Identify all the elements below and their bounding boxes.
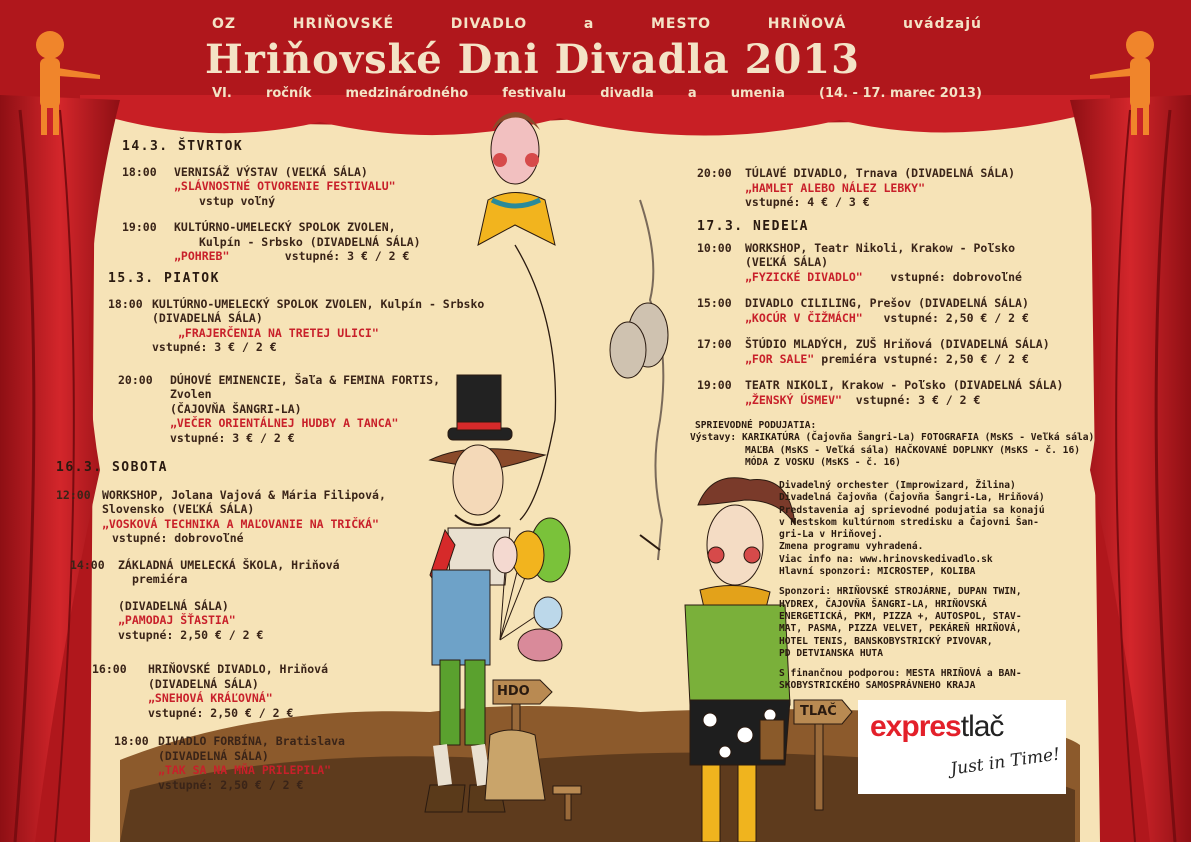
sponsors-line: HOTEL TENIS, BANSKOBYSTRICKÝ PIVOVAR, — [779, 635, 993, 647]
presenter-word: MESTO — [650, 16, 712, 32]
event-item — [697, 166, 1015, 210]
exhibitions-line: MÓDA Z VOSKU (MsKS - č. 16) — [745, 456, 901, 468]
event-item — [118, 373, 440, 446]
event-venue: KULTÚRNO-UMELECKÝ SPOLOK ZVOLEN, — [174, 220, 396, 234]
event-show-title: „SNEHOVÁ KRÁĽOVNÁ" — [148, 691, 273, 705]
day-heading: 16.3. SOBOTA — [56, 460, 168, 475]
event-venue: DIVADLO CILILING, Prešov (DIVADELNÁ SÁLA) — [745, 296, 1029, 310]
event-time: 14:00 — [70, 557, 105, 572]
event-venue: TEATR NIKOLI, Krakow - Poľsko (DIVADELNÁ SÁLA) — [745, 378, 1064, 392]
event-venue-detail: Kulpín - Srbsko (DIVADELNÁ SÁLA) — [199, 234, 421, 249]
info-line: Predstavenia aj sprievodné podujatia sa konajú — [779, 504, 1045, 516]
info-line: v Mestskom kultúrnom stredisku a Čajovni Šan- — [779, 516, 1039, 528]
event-premiere: premiéra — [132, 572, 188, 586]
sign-right-label: TLAČ — [800, 704, 837, 719]
event-fee: vstupné: 2,50 € / 2 € — [118, 627, 264, 642]
info-block — [779, 480, 1045, 693]
sponsors-line: MAT, PASMA, PIZZA VELVET, PEKÁREŇ HRIŇOVÁ, — [779, 623, 1022, 635]
event-fee: vstupné: 2,50 € / 2 € — [158, 777, 304, 792]
event-venue: VERNISÁŽ VÝSTAV (VEĽKÁ SÁLA) — [174, 164, 368, 179]
logo-wordmark — [870, 710, 1003, 744]
side-events — [690, 420, 1094, 469]
day-14-block — [122, 140, 421, 276]
logo-tagline: Just in Time! — [949, 744, 1062, 780]
presenter-word: HRIŇOVSKÉ — [292, 16, 395, 32]
subtitle-word: divadla — [600, 86, 654, 101]
funding-line: SKOBYSTRICKÉHO SAMOSPRÁVNEHO KRAJA — [779, 680, 976, 692]
event-venue-detail: (DIVADELNÁ SÁLA) — [152, 311, 263, 325]
sponsors-line: Sponzori: HRIŇOVSKÉ STROJÁRNE, DUPAN TWIN, — [779, 586, 1022, 598]
subtitle-word: ročník — [265, 86, 312, 101]
event-venue-detail: (ČAJOVŇA ŠANGRI-LA) — [170, 401, 302, 416]
website-link[interactable]: Viac info na: www.hrinovskedivadlo.sk — [779, 553, 993, 565]
side-events-title: SPRIEVODNÉ PODUJATIA: — [695, 420, 817, 431]
event-fee: vstupné: 3 € / 2 € — [152, 340, 277, 354]
event-time: 18:00 — [108, 296, 143, 311]
event-time: 18:00 — [122, 164, 157, 179]
event-venue: HRIŇOVSKÉ DIVADLO, Hriňová — [148, 662, 329, 676]
presenter-word: HRIŇOVÁ — [767, 16, 847, 32]
day-heading: 15.3. PIATOK — [108, 271, 220, 286]
event-show-title: „FRAJERČENIA NA TRETEJ ULICI" — [178, 325, 379, 340]
event-venue: ŠTÚDIO MLADÝCH, ZUŠ Hriňová (DIVADELNÁ SÁLA) — [745, 337, 1050, 351]
day-heading: 14.3. ŠTVRTOK — [122, 139, 244, 154]
event-venue-detail: (DIVADELNÁ SÁLA) — [148, 676, 259, 691]
event-fee: vstupné: 3 € / 2 € — [170, 430, 295, 445]
event-item — [56, 488, 386, 546]
event-fee: vstupné: 3 € / 2 € — [284, 249, 410, 263]
event-item — [697, 241, 1064, 285]
subtitle-dates: (14. - 17. marec 2013) — [819, 86, 982, 101]
event-show-title: „FYZICKÉ DIVADLO" — [745, 269, 863, 284]
event-venue: DÚHOVÉ EMINENCIE, Šaľa & FEMINA FORTIS, — [170, 372, 441, 387]
event-show-title: „PAMODAJ ŠŤASTIA" — [118, 613, 236, 627]
event-item — [697, 337, 1064, 366]
event-fee: vstupné: 2,50 € / 2 € — [883, 310, 1029, 325]
presenter-word: DIVADLO — [450, 16, 528, 32]
event-item — [697, 378, 1064, 407]
event-venue: WORKSHOP, Jolana Vajová & Mária Filipová, — [102, 487, 386, 502]
event-time: 15:00 — [697, 296, 732, 310]
event-time: 16:00 — [92, 662, 127, 676]
event-premiere: premiéra — [821, 351, 877, 366]
sponsors-line: HYDREX, ČAJOVŇA ŠANGRI-LA, HRIŇOVSKÁ — [779, 598, 987, 610]
event-venue: DIVADLO FORBÍNA, Bratislava — [158, 734, 345, 748]
event-time: 20:00 — [118, 372, 153, 387]
event-item — [108, 297, 490, 355]
event-time: 20:00 — [697, 166, 732, 180]
festival-subtitle — [212, 86, 982, 101]
subtitle-word: umenia — [730, 86, 785, 101]
event-fee: vstupné: 3 € / 2 € — [855, 392, 981, 407]
event-fee: vstup voľný — [199, 193, 276, 208]
event-fee: vstupné: 2,50 € / 2 € — [148, 705, 294, 720]
info-line: Divadelná čajovňa (Čajovňa Šangri-La, Hriňová) — [779, 492, 1045, 504]
event-time: 17:00 — [697, 337, 732, 351]
event-venue: TÚLAVÉ DIVADLO, Trnava (DIVADELNÁ SÁLA) — [745, 166, 1016, 180]
sponsors-line: ENERGETICKÁ, PKM, PIZZA +, AUTOSPOL, STAV- — [779, 610, 1022, 622]
event-venue-detail: (DIVADELNÁ SÁLA) — [118, 598, 229, 613]
event-venue-detail: Zvolen — [170, 387, 212, 401]
info-line: gri-La v Hriňovej. — [779, 529, 883, 541]
exhibitions-line: Výstavy: KARIKATÚRA (Čajovňa Šangri-La) FOTOGRAFIA (MsKS - Veľká sála) — [690, 432, 1095, 444]
day-heading: 17.3. NEDEĽA — [697, 219, 809, 234]
day-16-block — [56, 461, 386, 804]
event-show-title: „SLÁVNOSTNÉ OTVORENIE FESTIVALU" — [174, 179, 396, 193]
day-15-block — [108, 272, 490, 457]
sponsors-line: PD DETVIANSKA HUTA — [779, 647, 883, 659]
logo-expres: expres — [870, 710, 961, 743]
info-line: Divadelný orchester (Improwizard, Žilina) — [779, 480, 1016, 491]
event-show-title: „TAK SA NA MŇA PRILEPILA" — [158, 763, 332, 777]
exhibitions-line: MAĽBA (MsKS - Veľká sála) HAČKOVANÉ DOPLNKY (MsKS - č. 16) — [745, 444, 1081, 456]
presenter-word: uvádzajú — [903, 16, 982, 32]
event-item — [92, 662, 386, 720]
event-time: 19:00 — [697, 378, 732, 392]
event-time: 18:00 — [114, 734, 149, 748]
sign-left-label: HDO — [497, 684, 530, 699]
presenter-word: OZ — [212, 16, 237, 32]
exprestlac-logo — [858, 700, 1066, 794]
event-venue: WORKSHOP, Teatr Nikoli, Krakow - Poľsko — [745, 240, 1016, 255]
event-fee: vstupné: dobrovoľné — [890, 269, 1022, 284]
event-show-title: „VEČER ORIENTÁLNEJ HUDBY A TANCA" — [170, 416, 399, 430]
day-16-evening-block — [697, 166, 1015, 222]
day-17-block — [697, 220, 1064, 419]
event-show-title: „KOCÚR V ČIŽMÁCH" — [745, 310, 863, 325]
festival-title: Hriňovské Dni Divadla 2013 — [205, 36, 860, 83]
event-show-title: „VOSKOVÁ TECHNIKA A MAĽOVANIE NA TRIČKÁ" — [102, 516, 379, 531]
event-time: 12:00 — [56, 487, 91, 502]
funding-line: S finančnou podporou: MESTA HRIŇOVÁ a BAN- — [779, 668, 1022, 680]
event-venue: KULTÚRNO-UMELECKÝ SPOLOK ZVOLEN, Kulpín - Srbsko — [152, 296, 485, 311]
subtitle-word: a — [687, 86, 697, 101]
event-fee: vstupné: 4 € / 3 € — [745, 195, 870, 209]
event-time: 19:00 — [122, 220, 157, 234]
event-fee: vstupné: 2,50 € / 2 € — [883, 351, 1029, 366]
event-fee: vstupné: dobrovoľné — [112, 531, 244, 545]
event-show-title: „POHREB" — [174, 249, 230, 263]
main-sponsors: Hlavní sponzori: MICROSTEP, KOLIBA — [779, 566, 976, 578]
presenter-word: a — [583, 16, 595, 32]
event-venue: ZÁKLADNÁ UMELECKÁ ŠKOLA, Hriňová — [118, 557, 340, 572]
subtitle-word: medzinárodného — [345, 86, 469, 101]
event-venue-detail: (DIVADELNÁ SÁLA) — [158, 748, 269, 763]
info-line: Zmena programu vyhradená. — [779, 541, 924, 553]
presenters-line — [212, 16, 982, 32]
event-item — [122, 220, 421, 264]
subtitle-word: VI. — [212, 86, 232, 101]
event-venue-detail: Slovensko (VEĽKÁ SÁLA) — [102, 502, 255, 516]
event-item — [122, 165, 421, 209]
event-item — [697, 296, 1064, 325]
event-venue-detail: (VEĽKÁ SÁLA) — [745, 255, 829, 269]
event-show-title: „FOR SALE" — [745, 351, 815, 366]
event-item — [70, 558, 386, 643]
logo-tlac: tlač — [960, 710, 1004, 743]
event-item — [114, 734, 386, 792]
event-show-title: „ŽENSKÝ ÚSMEV" — [745, 392, 842, 407]
event-show-title: „HAMLET ALEBO NÁLEZ LEBKY" — [745, 180, 926, 195]
event-time: 10:00 — [697, 240, 732, 255]
subtitle-word: festivalu — [502, 86, 567, 101]
